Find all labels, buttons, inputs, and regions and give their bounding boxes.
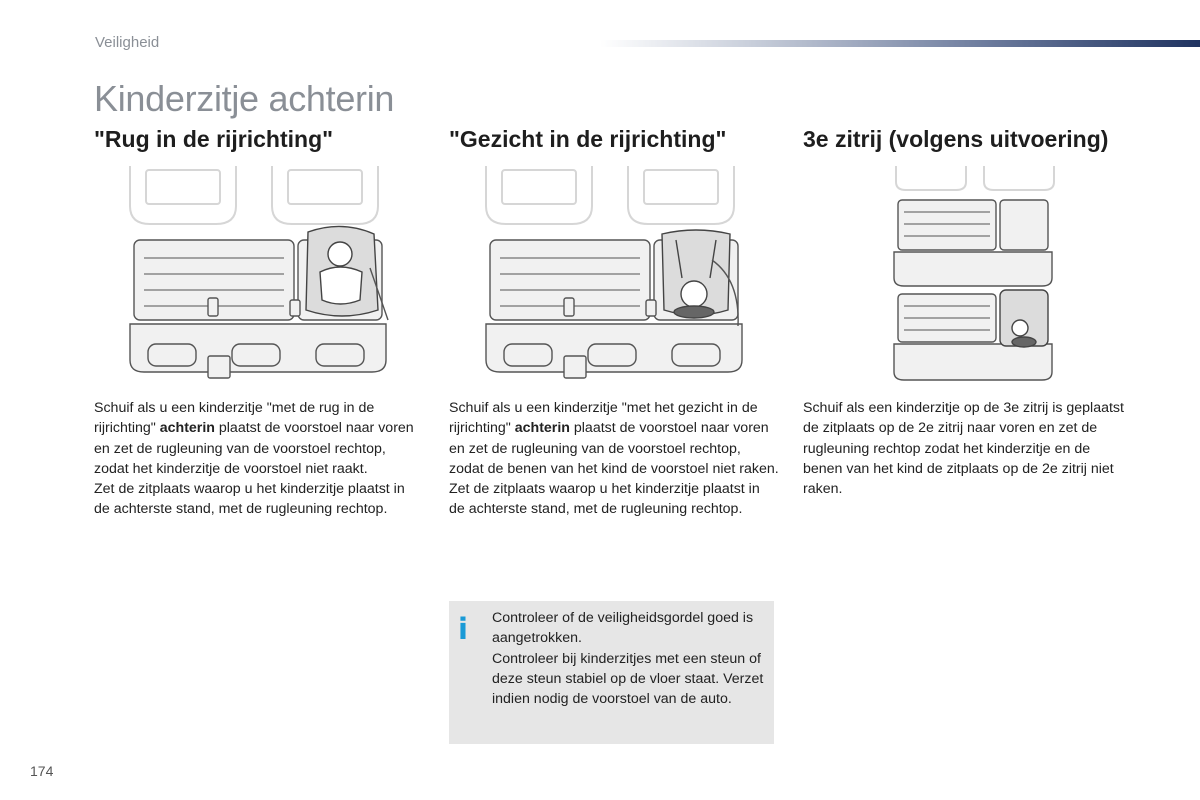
col1-text: Schuif als u een kinderzitje "met de rug in de rijrichting" achterin plaatst de voorstoel naar voren en zet de rugleuning van de voorstoel rechtop, zodat het kinderzitje de voorstoel niet raakt. Zet de zitplaats waarop u het kinderzitje plaatst in de achterste stand, met de rugleuning rechtop.: [94, 400, 414, 518]
col2-text: Schuif als u een kinderzitje "met het gezicht in de rijrichting" achterin plaatst de voorstoel naar voren en zet de rugleuning van de voorstoel rechtop, zodat de benen van het kind de voorstoel niet raken. Zet de zitplaats waarop u het kinderzitje plaatst in de achterste stand, met de rugleuning rechtop.: [449, 400, 779, 518]
page-title: Kinderzitje achterin: [94, 78, 395, 119]
info-paragraph-2: Controleer bij kinderzitjes met een steun of deze steun stabiel op de vloer staat. Verzet indien nodig de voorstoel van de auto.: [492, 650, 764, 708]
col3-text: Schuif als een kinderzitje op de 3e zitrij is geplaatst de zitplaats op de 2e zitrij naar voren en zet de rugleuning rechtop zodat het kinderzitje en de benen van het kind de zitplaats op de 2e zitrij niet raken.: [803, 400, 1124, 498]
forward-facing-seat-illustration: [476, 160, 756, 385]
col1-title: "Rug in de rijrichting": [94, 126, 334, 152]
info-paragraph-1: Controleer of de veiligheidsgordel goed is aangetrokken.: [492, 610, 754, 647]
info-icon: i: [458, 612, 468, 646]
col2-title: "Gezicht in de rijrichting": [449, 126, 727, 152]
third-row-seat-illustration: [888, 160, 1058, 385]
header-bar: [600, 40, 1200, 47]
rear-facing-seat-illustration: [120, 160, 400, 385]
col3-title: 3e zitrij (volgens uitvoering): [803, 126, 1109, 152]
page-number: 174: [30, 763, 54, 779]
info-text: [492, 608, 767, 709]
section-label: Veiligheid: [95, 34, 160, 51]
